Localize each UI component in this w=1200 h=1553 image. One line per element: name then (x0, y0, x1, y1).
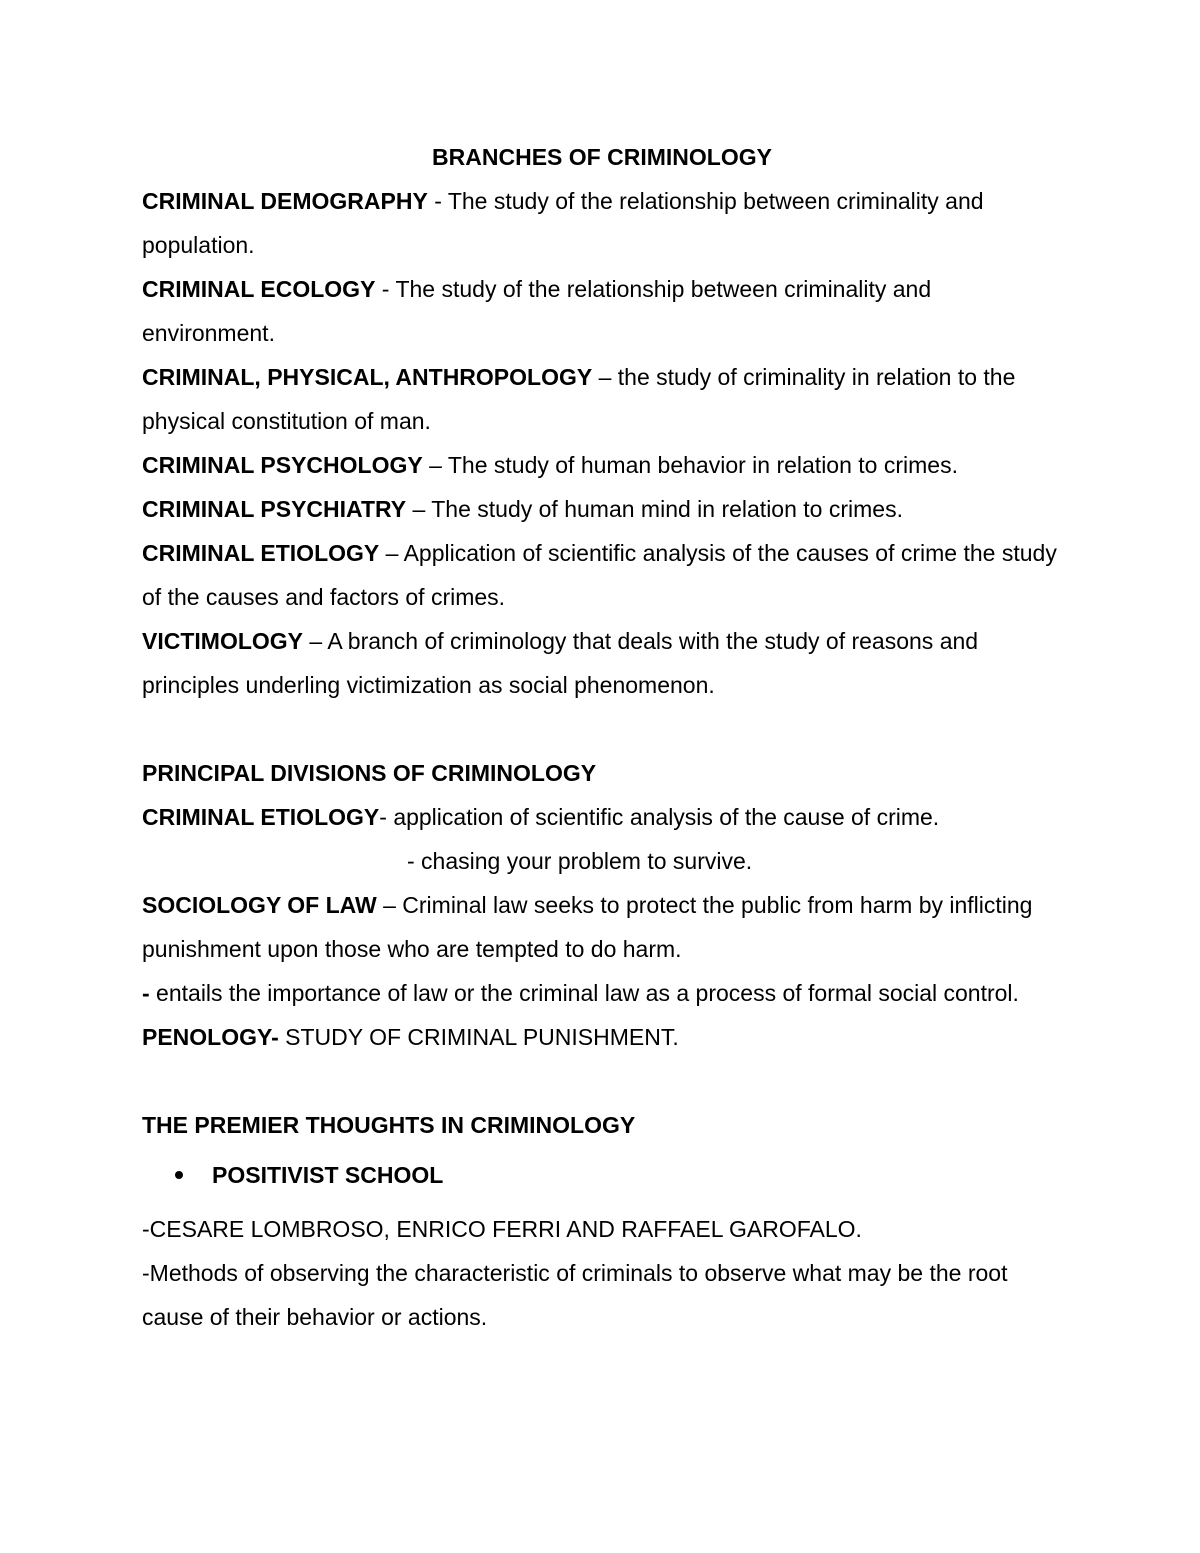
branch-victimology (142, 619, 1062, 707)
positivist-names: -CESARE LOMBROSO, ENRICO FERRI AND RAFFAEL GAROFALO. (142, 1216, 862, 1242)
term-definition: The study of human mind in relation to crimes. (431, 496, 903, 522)
term-definition: the study of criminality in relation to the physical constitution of man. (142, 364, 1016, 434)
term-definition: Criminal law seeks to protect the public from harm by inflicting punishment upon those who are tempted to do harm. (142, 892, 1033, 962)
term-separator: – (379, 540, 404, 566)
term-separator: – (303, 628, 328, 654)
term-separator: - (375, 276, 396, 302)
term-definition: The study of human behavior in relation to crimes. (447, 452, 958, 478)
division-sociology-note (142, 971, 1062, 1015)
term-definition: application of scientific analysis of the cause of crime. (393, 804, 940, 830)
term-label: SOCIOLOGY OF LAW (142, 892, 377, 918)
branch-physical-anthropology (142, 355, 1062, 443)
bullet-label: POSITIVIST SCHOOL (212, 1162, 444, 1188)
division-sociology-of-law (142, 883, 1062, 971)
division-penology (142, 1015, 1062, 1059)
divisions-heading: PRINCIPAL DIVISIONS OF CRIMINOLOGY (142, 760, 597, 786)
term-separator: – (406, 496, 432, 522)
branch-criminal-ecology (142, 267, 1062, 355)
term-separator: - (427, 188, 448, 214)
term-label: CRIMINAL, PHYSICAL, ANTHROPOLOGY (142, 364, 593, 390)
term-definition: The study of the relationship between criminality and environment. (142, 276, 932, 346)
term-separator: – (376, 892, 403, 918)
term-separator: - (379, 804, 394, 830)
term-label: PENOLOGY- (142, 1024, 279, 1050)
positivist-methods: -Methods of observing the characteristic of criminals to observe what may be the root cause of their behavior or actions. (142, 1260, 1008, 1330)
spacer (142, 1059, 1062, 1103)
term-label: CRIMINAL DEMOGRAPHY (142, 188, 428, 214)
division-etiology-note: - chasing your problem to survive. (407, 848, 753, 874)
spacer (142, 707, 1062, 751)
bullet-item-positivist-school (142, 1153, 1062, 1197)
branch-criminal-psychology (142, 443, 1062, 487)
branch-criminal-etiology (142, 531, 1062, 619)
term-label: CRIMINAL ECOLOGY (142, 276, 376, 302)
term-label: CRIMINAL PSYCHIATRY (142, 496, 407, 522)
bullet-icon (175, 1171, 183, 1179)
division-criminal-etiology (142, 795, 1062, 839)
term-label: CRIMINAL ETIOLOGY (142, 540, 380, 566)
note-text: entails the importance of law or the criminal law as a process of formal social control. (149, 980, 1019, 1006)
term-separator: – (592, 364, 618, 390)
note-dash: - (142, 980, 150, 1006)
page-title: BRANCHES OF CRIMINOLOGY (432, 144, 772, 170)
term-label: CRIMINAL PSYCHOLOGY (142, 452, 423, 478)
term-label: VICTIMOLOGY (142, 628, 303, 654)
term-separator: – (422, 452, 448, 478)
term-label: CRIMINAL ETIOLOGY (142, 804, 380, 830)
document-page (142, 135, 1062, 1339)
term-definition: The study of the relationship between criminality and population. (142, 188, 984, 258)
branch-criminal-demography (142, 179, 1062, 267)
thoughts-heading: THE PREMIER THOUGHTS IN CRIMINOLOGY (142, 1112, 636, 1138)
term-definition: A branch of criminology that deals with the study of reasons and principles underling victimization as social phenomenon. (142, 628, 979, 698)
term-definition: Application of scientific analysis of the causes of crime the study of the causes and factors of crimes. (142, 540, 1057, 610)
term-definition: STUDY OF CRIMINAL PUNISHMENT. (278, 1024, 679, 1050)
branch-criminal-psychiatry (142, 487, 1062, 531)
